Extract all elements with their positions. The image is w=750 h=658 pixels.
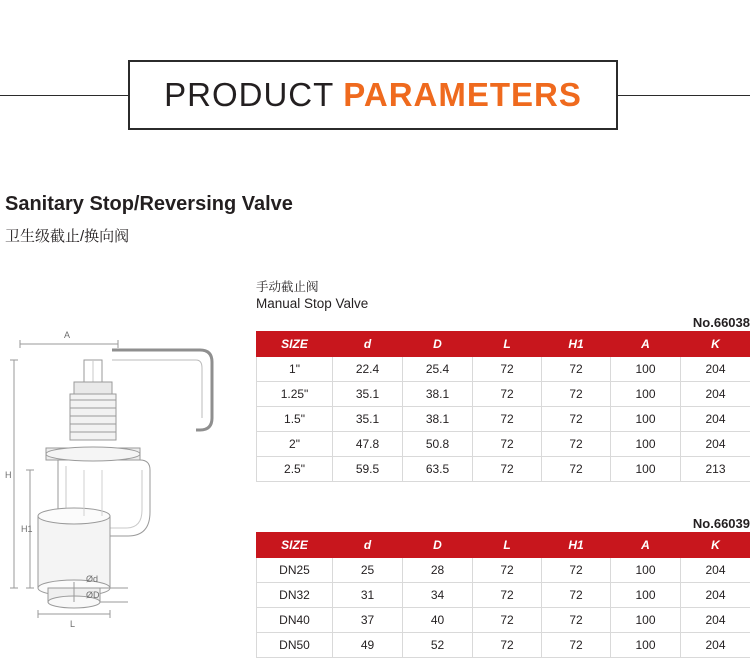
column-header-D: D — [403, 533, 473, 558]
cell-H1: 72 — [542, 432, 611, 457]
table-2-header — [256, 510, 750, 532]
spec-table-66039 — [256, 532, 750, 658]
table-1-header — [256, 280, 750, 331]
cell-size: DN40 — [257, 608, 333, 633]
table-row — [257, 583, 750, 608]
cell-A: 100 — [611, 432, 681, 457]
cell-size: DN50 — [257, 633, 333, 658]
cell-D: 34 — [403, 583, 473, 608]
cell-H1: 72 — [542, 457, 611, 482]
cell-d: 22.4 — [333, 357, 403, 382]
cell-H1: 72 — [542, 407, 611, 432]
column-header-H1: H1 — [542, 332, 611, 357]
cell-d: 25 — [333, 558, 403, 583]
table-1-heading-english: Manual Stop Valve — [256, 296, 368, 311]
cell-size: DN32 — [257, 583, 333, 608]
table-1-heading-chinese: 手动截止阀 — [256, 280, 750, 295]
cell-size: DN25 — [257, 558, 333, 583]
table-row — [257, 432, 750, 457]
table-row — [257, 608, 750, 633]
cell-K: 204 — [681, 583, 750, 608]
table-header-row — [257, 332, 750, 357]
cell-L: 72 — [473, 608, 542, 633]
dimension-label-h: H — [5, 470, 12, 480]
cell-d: 37 — [333, 608, 403, 633]
cell-L: 72 — [473, 457, 542, 482]
cell-D: 50.8 — [403, 432, 473, 457]
cell-d: 31 — [333, 583, 403, 608]
banner-title-parameters: PARAMETERS — [343, 76, 582, 114]
cell-d: 35.1 — [333, 407, 403, 432]
cell-H1: 72 — [542, 558, 611, 583]
cell-A: 100 — [611, 382, 681, 407]
cell-L: 72 — [473, 432, 542, 457]
banner-title-box — [128, 60, 618, 130]
table-row — [257, 633, 750, 658]
cell-L: 72 — [473, 558, 542, 583]
column-header-L: L — [473, 332, 542, 357]
cell-H1: 72 — [542, 382, 611, 407]
table-row — [257, 558, 750, 583]
cell-A: 100 — [611, 608, 681, 633]
table-spacer — [256, 482, 750, 510]
cell-A: 100 — [611, 357, 681, 382]
cell-size: 2" — [257, 432, 333, 457]
cell-K: 213 — [681, 457, 750, 482]
cell-A: 100 — [611, 558, 681, 583]
cell-D: 25.4 — [403, 357, 473, 382]
page-title: Sanitary Stop/Reversing Valve — [5, 193, 293, 216]
cell-K: 204 — [681, 558, 750, 583]
cell-L: 72 — [473, 633, 542, 658]
dimension-label-l: L — [70, 619, 75, 629]
dimension-label-a: A — [64, 330, 70, 340]
column-header-A: A — [611, 533, 681, 558]
table-1-model-number: No.66038 — [693, 315, 750, 330]
cell-A: 100 — [611, 633, 681, 658]
table-row — [257, 357, 750, 382]
table-row — [257, 407, 750, 432]
cell-A: 100 — [611, 583, 681, 608]
table-row — [257, 457, 750, 482]
cell-D: 52 — [403, 633, 473, 658]
cell-d: 59.5 — [333, 457, 403, 482]
column-header-A: A — [611, 332, 681, 357]
column-header-K: K — [681, 533, 750, 558]
cell-K: 204 — [681, 407, 750, 432]
column-header-size: SIZE — [257, 332, 333, 357]
cell-size: 1.5" — [257, 407, 333, 432]
cell-H1: 72 — [542, 633, 611, 658]
dimension-label-d-big: ØD — [86, 590, 100, 600]
column-header-d: d — [333, 332, 403, 357]
column-header-K: K — [681, 332, 750, 357]
cell-K: 204 — [681, 357, 750, 382]
cell-d: 35.1 — [333, 382, 403, 407]
column-header-H1: H1 — [542, 533, 611, 558]
cell-L: 72 — [473, 382, 542, 407]
banner-title-product: PRODUCT — [164, 76, 334, 114]
cell-L: 72 — [473, 357, 542, 382]
cell-K: 204 — [681, 382, 750, 407]
cell-D: 38.1 — [403, 382, 473, 407]
dimension-label-h1: H1 — [21, 524, 33, 534]
table-2-model-number: No.66039 — [693, 516, 750, 531]
dimension-label-d-small: Ød — [86, 574, 98, 584]
page-subtitle-chinese: 卫生级截止/换向阀 — [5, 225, 129, 246]
cell-H1: 72 — [542, 608, 611, 633]
cell-K: 204 — [681, 432, 750, 457]
specification-tables — [256, 280, 750, 658]
column-header-D: D — [403, 332, 473, 357]
cell-size: 1" — [257, 357, 333, 382]
cell-K: 204 — [681, 633, 750, 658]
cell-d: 49 — [333, 633, 403, 658]
column-header-size: SIZE — [257, 533, 333, 558]
cell-size: 2.5" — [257, 457, 333, 482]
page-header-banner — [0, 60, 750, 132]
cell-d: 47.8 — [333, 432, 403, 457]
column-header-L: L — [473, 533, 542, 558]
cell-H1: 72 — [542, 357, 611, 382]
cell-D: 63.5 — [403, 457, 473, 482]
cell-L: 72 — [473, 583, 542, 608]
table-header-row — [257, 533, 750, 558]
cell-L: 72 — [473, 407, 542, 432]
valve-technical-drawing — [0, 320, 250, 630]
cell-H1: 72 — [542, 583, 611, 608]
cell-size: 1.25" — [257, 382, 333, 407]
cell-A: 100 — [611, 407, 681, 432]
column-header-d: d — [333, 533, 403, 558]
cell-D: 40 — [403, 608, 473, 633]
cell-D: 38.1 — [403, 407, 473, 432]
table-row — [257, 382, 750, 407]
spec-table-66038 — [256, 331, 750, 482]
cell-K: 204 — [681, 608, 750, 633]
cell-D: 28 — [403, 558, 473, 583]
cell-A: 100 — [611, 457, 681, 482]
